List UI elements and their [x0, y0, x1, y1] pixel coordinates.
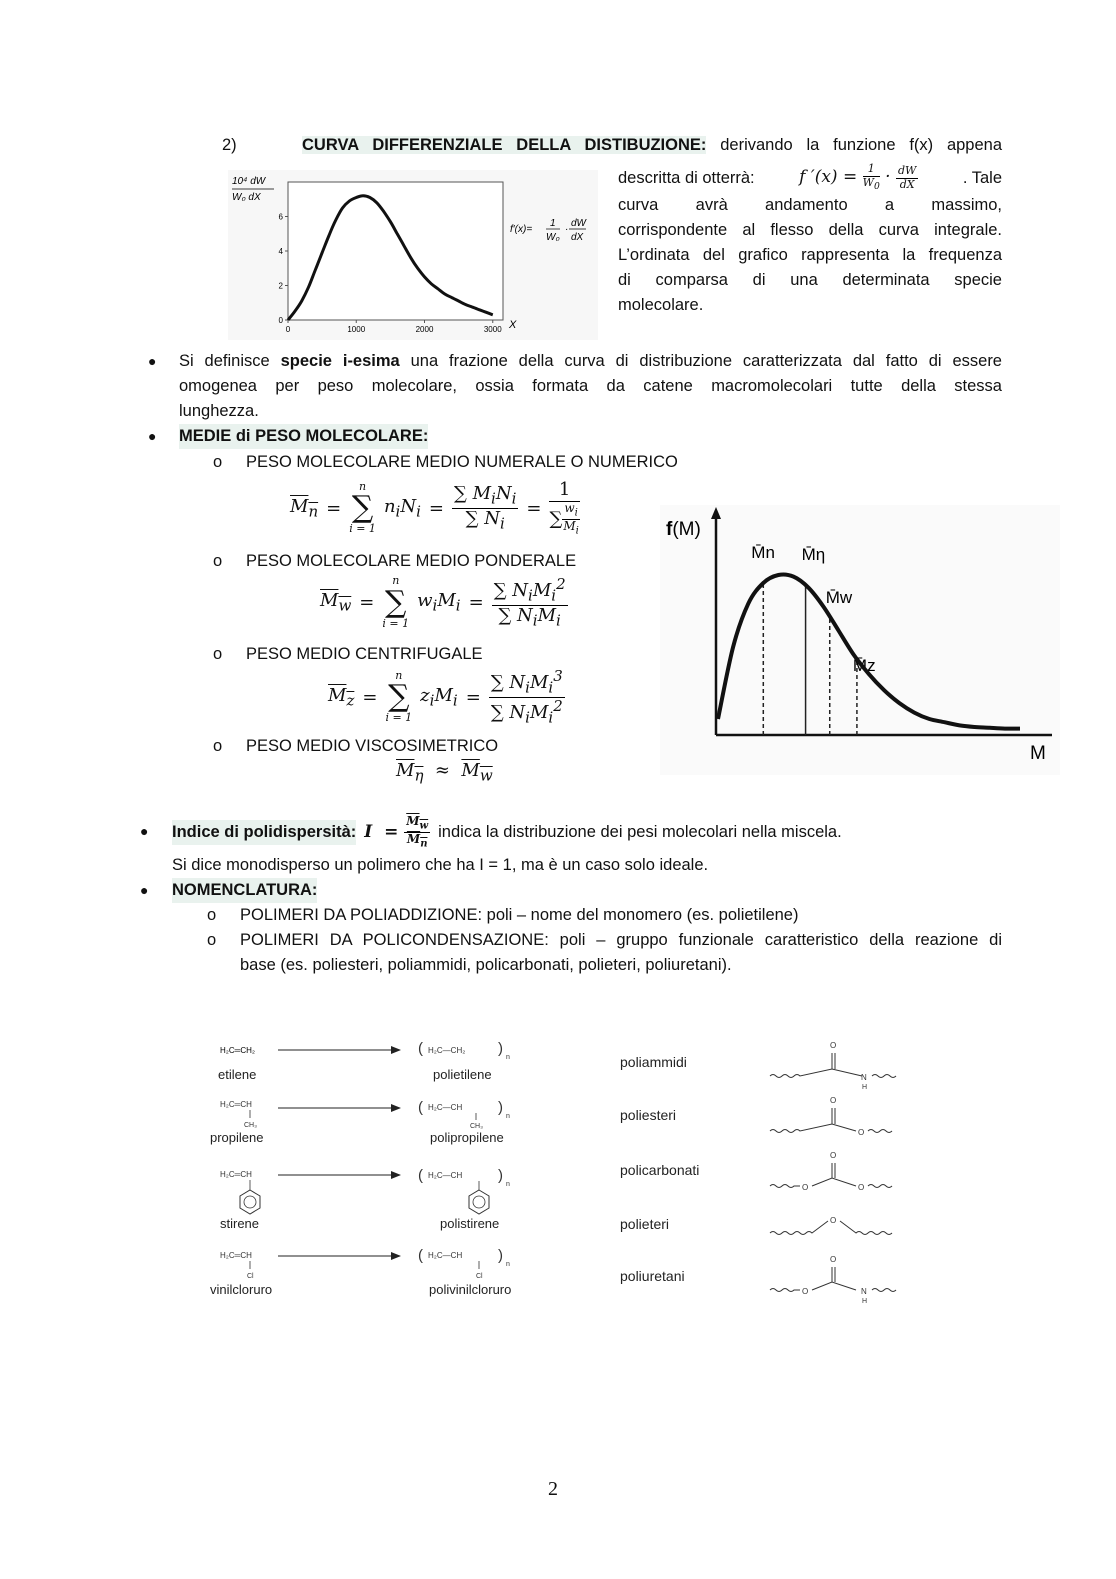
group-label-policarbonati: policarbonati: [620, 1162, 700, 1178]
section-line3: curva avrà andamento a massimo,: [618, 196, 1002, 214]
carbonate-group-icon: [770, 1163, 892, 1188]
polietilene-formula: H₂C—CH₂: [428, 1046, 466, 1055]
medie-item-ponderale: PESO MOLECOLARE MEDIO PONDERALE: [246, 552, 577, 570]
benzene-ring-inner: [473, 1196, 485, 1208]
ester-group-icon: [770, 1108, 892, 1133]
svg-text:W₀: W₀: [546, 232, 560, 243]
etilene-formula: H₂C═CH₂: [220, 1046, 255, 1055]
svg-text:1: 1: [550, 218, 556, 229]
vinilcloruro-formula: H₂C═CH: [220, 1251, 252, 1260]
molecular-weight-averages-chart: [660, 505, 1060, 775]
repeat-n: n: [506, 1181, 510, 1188]
chart1-xlabel: X: [509, 319, 517, 331]
svg-text:N: N: [861, 1073, 867, 1082]
svg-text:H: H: [862, 1298, 868, 1305]
group-label-poliesteri: poliesteri: [620, 1107, 677, 1123]
sub-bullet: o: [213, 453, 223, 471]
sub-bullet: o: [207, 906, 217, 924]
methyl: CH₃: [244, 1122, 257, 1129]
bullet-dot: ●: [140, 882, 149, 898]
polivinilcloruro-formula: H₂C—CH: [428, 1251, 463, 1260]
chart1-x-tick-label: 1000: [347, 325, 366, 334]
monomer-label-propilene: propilene: [210, 1130, 264, 1145]
section-line2-post: . Tale: [962, 168, 1002, 187]
mono-text: Si dice monodisperso un polimero che ha I = 1, ma è un caso solo ideale.: [172, 856, 709, 874]
polymer-label-polistirene: polistirene: [440, 1216, 500, 1231]
repeat-n: n: [506, 1113, 510, 1120]
section-description: [618, 163, 1002, 318]
page-number: 2: [548, 1478, 558, 1500]
group-label-poliammidi: poliammidi: [620, 1054, 687, 1070]
chart1-y-tick-label: 2: [278, 281, 283, 291]
polyaddition-figure: [200, 1035, 530, 1305]
chlorine: Cl: [476, 1273, 483, 1280]
section-line2: descritta di otterrà:: [618, 168, 755, 187]
section-number: 2): [222, 136, 237, 154]
chart1-x-tick-label: 3000: [483, 325, 502, 334]
sub-bullet: o: [213, 645, 223, 663]
chlorine: Cl: [247, 1273, 254, 1280]
svg-text:H: H: [862, 1084, 868, 1091]
formula-meta: $M_\eta \approx M_w$: [396, 760, 493, 785]
monomer-label-vinilcloruro: vinilcloruro: [210, 1282, 273, 1297]
bracket-right: ): [498, 1040, 503, 1057]
bracket-left: (: [418, 1247, 423, 1264]
derivative-formula: f ′(x) = $\frac{1}{W_0}$ · $\frac{dW}{dX}$: [799, 162, 917, 193]
nomen-item-policondensazione: POLIMERI DA POLICONDENSAZIONE: poli – gruppo funzionale caratteristico della reazione di base (es. poliesteri, poliammidi, policarbonati, polieteri, poliuretani).: [240, 931, 1002, 974]
methyl: CH₃: [470, 1123, 483, 1130]
bullet-dot: ●: [148, 353, 157, 369]
urethane-group-icon: [770, 1267, 896, 1292]
chart1-y-tick-label: 4: [278, 247, 283, 256]
specie-paragraph: Si definisce specie i-esima una frazione della curva di distribuzione caratterizzata dal fatto di essere omogenea per peso molecolare, ossia formata da catene macromolecolari tutte della stessa lunghezza.: [179, 352, 1002, 420]
section-line1: derivando la funzione f(x) appena: [720, 136, 1002, 154]
section-line6: di comparsa di una determinata specie: [618, 271, 1002, 289]
section-line5: L’ordinata del grafico rappresenta la frequenza: [618, 246, 1002, 264]
bracket-left: (: [418, 1167, 423, 1184]
bracket-right: ): [498, 1099, 503, 1116]
svg-text:N: N: [861, 1287, 867, 1296]
formula-mn: $M_n$ = n ∑ i = 1 $n_iN_i$ = $\frac{\sum M_iN_i}{\sum N_i}$ = 1 ∑ $\frac{w_i}{M_i}$: [290, 479, 579, 536]
medie-item-viscosimetrico: PESO MEDIO VISCOSIMETRICO: [246, 737, 499, 755]
polymer-label-polivinilcloruro: polivinilcloruro: [429, 1282, 512, 1297]
polymer-label-polietilene: polietilene: [433, 1067, 492, 1082]
chart1-x-tick-label: 0: [285, 325, 291, 334]
svg-text:·: ·: [565, 224, 569, 235]
sub-bullet: o: [213, 552, 223, 570]
repeat-n: n: [506, 1054, 510, 1061]
indice-line: [172, 807, 842, 857]
indice-text: indica la distribuzione dei pesi molecolari nella miscela.: [438, 822, 842, 841]
section-heading-line: [302, 133, 1002, 158]
chart1-y-tick-label: 6: [278, 212, 283, 222]
chart2-ylabel: f(M): [666, 519, 701, 540]
svg-text:O: O: [858, 1128, 865, 1137]
group-label-poliuretani: poliuretani: [620, 1268, 685, 1284]
svg-text:O: O: [802, 1183, 809, 1192]
bracket-left: (: [418, 1099, 423, 1116]
chart1-plot-frame: [288, 182, 503, 320]
indice-formula: I = $\frac{M_w}{M_n}$: [364, 813, 429, 849]
section-line7: molecolare.: [618, 296, 704, 314]
svg-text:O: O: [830, 1151, 837, 1160]
svg-text:O: O: [830, 1255, 837, 1264]
svg-text:f′(x)=: f′(x)=: [510, 224, 533, 235]
indice-title: Indice di polidispersità:: [172, 820, 356, 845]
svg-text:O: O: [830, 1041, 837, 1050]
chart1-ylabel-den: W₀ dX: [232, 192, 261, 203]
formula-mz: $M_z$ = n ∑ i = 1 $z_iM_i$ = $\frac{\sum N_iM_i^3}{\sum N_iM_i^2}$: [328, 667, 563, 727]
polistirene-formula: H₂C—CH: [428, 1171, 463, 1180]
medie-title: MEDIE di PESO MOLECOLARE:: [179, 424, 428, 449]
group-label-polieteri: polieteri: [620, 1216, 670, 1232]
chart1-y-tick-label: 0: [278, 316, 283, 325]
chart1-x-tick-label: 2000: [415, 325, 434, 334]
chart2-marker-label: M̄η: [801, 545, 826, 564]
polymer-label-polipropilene: polipropilene: [430, 1130, 504, 1145]
nomen-item-poliaddizione: POLIMERI DA POLIADDIZIONE: poli – nome del monomero (es. polietilene): [240, 906, 799, 924]
sub-bullet: o: [213, 737, 223, 755]
benzene-ring-inner: [244, 1196, 256, 1208]
svg-text:O: O: [858, 1183, 865, 1192]
benzene-ring: [240, 1190, 260, 1214]
stirene-formula: H₂C═CH: [220, 1170, 252, 1179]
chart2-marker-label: M̄n: [751, 543, 775, 562]
monomer-label-etilene: etilene: [218, 1067, 257, 1082]
section-line4: corrispondente al flesso della curva integrale.: [618, 221, 1002, 239]
svg-text:O: O: [830, 1096, 837, 1105]
monomer-label-stirene: stirene: [220, 1216, 260, 1231]
bracket-left: (: [418, 1040, 423, 1057]
benzene-ring: [469, 1190, 489, 1214]
bullet-dot: ●: [140, 823, 149, 839]
chart2-marker-label: M̄w: [825, 588, 853, 607]
differential-curve-chart: [228, 170, 598, 340]
svg-text:O: O: [802, 1287, 809, 1296]
sub-bullet: o: [207, 931, 217, 949]
chart1-ylabel: 10⁴ dW: [232, 176, 266, 187]
formula-mw: $M_w$ = n ∑ i = 1 $w_iM_i$ = $\frac{\sum N_iM_i^2}{\sum N_iM_i}$: [320, 574, 566, 630]
svg-text:dX: dX: [571, 232, 584, 243]
svg-text:O: O: [830, 1216, 837, 1225]
repeat-n: n: [506, 1261, 510, 1268]
svg-text:dW: dW: [571, 218, 586, 229]
propilene-formula: H₂C═CH: [220, 1100, 252, 1109]
bracket-right: ): [498, 1247, 503, 1264]
polipropilene-formula: H₂C—CH: [428, 1103, 463, 1112]
medie-item-centrifugale: PESO MEDIO CENTRIFUGALE: [246, 645, 483, 663]
bullet-dot: ●: [148, 428, 157, 444]
nomen-title: NOMENCLATURA:: [172, 878, 317, 903]
chart2-marker-label: M̄z: [852, 656, 876, 675]
functional-groups-figure: [610, 1035, 920, 1305]
chart2-xlabel: M: [1030, 743, 1046, 764]
specie-term: specie i-esima: [280, 352, 400, 370]
section-heading: CURVA DIFFERENZIALE DELLA DISTIBUZIONE:: [302, 136, 707, 154]
bracket-right: ): [498, 1167, 503, 1184]
medie-item-numerale: PESO MOLECOLARE MEDIO NUMERALE O NUMERICO: [246, 453, 678, 471]
amide-group-icon: [770, 1053, 896, 1078]
